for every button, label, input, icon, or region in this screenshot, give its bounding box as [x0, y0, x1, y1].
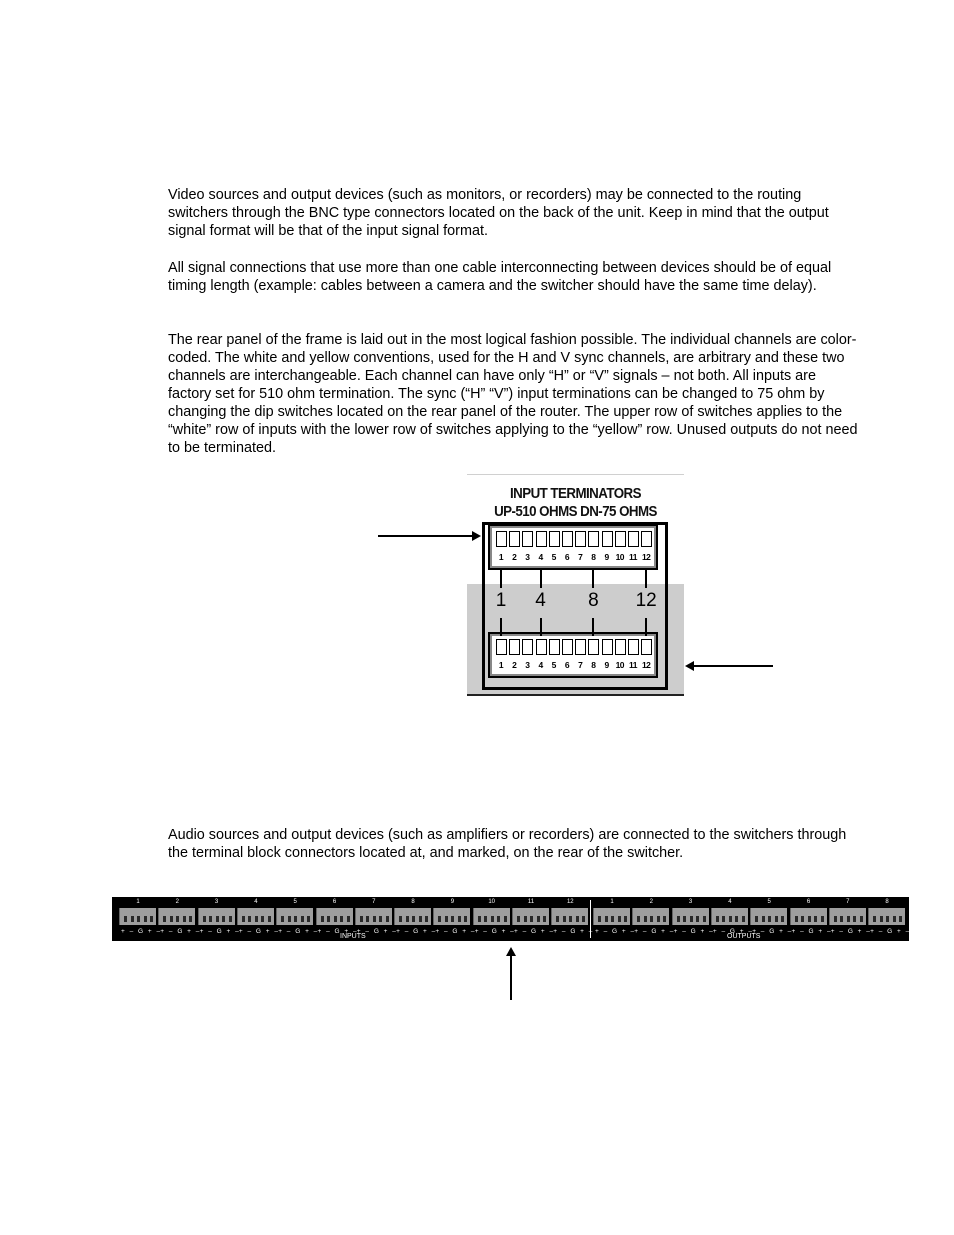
dip-switch-7[interactable] — [575, 639, 586, 655]
output-terminal-block[interactable] — [790, 908, 827, 925]
audio-terminal-strip — [112, 897, 909, 941]
output-number: 8 — [885, 899, 889, 905]
dip-switch-12[interactable] — [641, 531, 652, 547]
input-number: 5 — [293, 899, 297, 905]
lower-row-arrow-line — [693, 665, 773, 667]
strip-arrow-head — [506, 947, 516, 956]
dip-switch-number: 9 — [604, 660, 609, 670]
dip-switch-10[interactable] — [615, 639, 626, 655]
dip-switch-number: 1 — [498, 660, 504, 670]
output-pin-labels: + – G + – — [712, 928, 754, 935]
dip-switch-number: 7 — [578, 552, 583, 562]
dip-switch-1[interactable] — [496, 531, 507, 547]
channel-tick — [500, 570, 502, 588]
dip-switch-number: 8 — [591, 552, 596, 562]
dip-switch-number: 6 — [564, 660, 570, 670]
upper-row-arrow-line — [378, 535, 474, 537]
dip-switch-4[interactable] — [536, 531, 547, 547]
input-terminal-block[interactable] — [237, 908, 274, 925]
output-pin-labels: + – G + – — [870, 928, 911, 935]
output-terminal-block[interactable] — [672, 908, 709, 925]
dip-switch-12[interactable] — [641, 639, 652, 655]
channel-tick — [592, 618, 594, 636]
input-terminal-block[interactable] — [316, 908, 353, 925]
upper-dip-switch-bank[interactable] — [488, 524, 658, 570]
input-terminal-block[interactable] — [276, 908, 313, 925]
output-pin-labels: + – G + – — [791, 928, 833, 935]
input-pin-labels: + – G + – — [160, 928, 201, 935]
dip-switch-11[interactable] — [628, 531, 639, 547]
dip-switch-3[interactable] — [522, 531, 533, 547]
dip-switch-10[interactable] — [615, 531, 626, 547]
dip-switch-number: 11 — [629, 552, 637, 562]
input-pin-labels: + – G + – — [514, 928, 555, 935]
input-terminal-block[interactable] — [355, 908, 392, 925]
rear-panel-paragraph: The rear panel of the frame is laid out in the most logical fashion possible. The individual channels are color-coded. The white and yellow conventions, used for the H and V sync channels, are arbitrary and these two channels are interchangeable. Each channel can have only “H” or “V” signals – not both. All inputs are factory set for 510 ohm termination. The sync (“H” “V”) input terminations can be changed to 75 ohm by changing the dip switches located on the rear panel of the router. The upper row of switches applies to the “white” row of inputs with the lower row of switches applying to the “yellow” row. Unused outputs do not need to be terminated. — [168, 332, 858, 456]
outputs-label: OUTPUTS — [727, 933, 761, 940]
output-pin-labels: + – G + – — [634, 928, 675, 935]
input-number: 2 — [175, 899, 179, 905]
channel-tick — [540, 570, 542, 588]
output-terminal-block[interactable] — [868, 908, 905, 925]
output-number: 7 — [846, 899, 850, 905]
output-terminal-block[interactable] — [593, 908, 630, 925]
inputs-label: INPUTS — [340, 933, 366, 940]
input-terminal-block[interactable] — [512, 908, 549, 925]
dip-switch-7[interactable] — [575, 531, 586, 547]
input-pin-labels: + – G + – — [317, 928, 359, 935]
dip-switch-number: 12 — [641, 660, 651, 670]
terminators-subtitle: UP-510 OHMS DN-75 OHMS — [494, 504, 657, 520]
dip-switch-number: 8 — [591, 660, 596, 670]
dip-switch-number: 9 — [604, 552, 609, 562]
input-terminators-figure — [467, 474, 684, 697]
channel-label: 12 — [635, 590, 657, 611]
input-number: 10 — [488, 899, 496, 905]
output-terminal-block[interactable] — [829, 908, 866, 925]
dip-switch-6[interactable] — [562, 531, 573, 547]
output-terminal-block[interactable] — [711, 908, 748, 925]
lower-dip-switch-bank[interactable] — [488, 632, 658, 678]
dip-switch-9[interactable] — [602, 531, 613, 547]
dip-switch-5[interactable] — [549, 531, 560, 547]
dip-switch-8[interactable] — [588, 639, 599, 655]
output-pin-labels: + – G + – — [673, 928, 715, 935]
video-connections-paragraph: Video sources and output devices (such as monitors, or recorders) may be connected to the routing switchers through the BNC type connectors located on the back of the unit. Keep in mind that the output signal format will be that of the input signal format. — [168, 187, 829, 239]
dip-switch-9[interactable] — [602, 639, 613, 655]
input-pin-labels: + – G + – — [356, 928, 398, 935]
input-number: 1 — [136, 899, 140, 905]
dip-switch-8[interactable] — [588, 531, 599, 547]
channel-label: 4 — [535, 590, 546, 611]
dip-switch-11[interactable] — [628, 639, 639, 655]
dip-switch-3[interactable] — [522, 639, 533, 655]
input-number: 11 — [527, 899, 535, 905]
dip-switch-number: 2 — [512, 660, 517, 670]
output-number: 4 — [728, 899, 732, 905]
dip-switch-4[interactable] — [536, 639, 547, 655]
channel-label: 8 — [588, 590, 599, 611]
input-terminal-block[interactable] — [551, 908, 588, 925]
output-terminal-block[interactable] — [632, 908, 669, 925]
channel-tick — [540, 618, 542, 636]
dip-switch-number: 5 — [551, 552, 556, 562]
input-pin-labels: + – G + – — [121, 928, 162, 935]
input-terminal-block[interactable] — [119, 908, 156, 925]
output-number: 5 — [767, 899, 771, 905]
output-number: 2 — [649, 899, 653, 905]
input-terminal-block[interactable] — [433, 908, 470, 925]
strip-arrow-line — [510, 956, 512, 1000]
output-number: 3 — [688, 899, 693, 905]
input-number: 6 — [332, 899, 337, 905]
timing-paragraph: All signal connections that use more than one cable interconnecting between devices should be of equal timing length (example: cables between a camera and the switcher should have the same time delay). — [168, 260, 832, 294]
output-pin-labels: + – G + – — [595, 928, 636, 935]
dip-switch-number: 11 — [629, 660, 637, 670]
audio-connections-paragraph: Audio sources and output devices (such as amplifiers or recorders) are connected to the switchers through the terminal block connectors located at, and marked, on the rear of the switcher. — [168, 827, 847, 861]
dip-switch-number: 10 — [615, 552, 625, 562]
input-pin-labels: + – G + – — [474, 928, 516, 935]
dip-switch-number: 4 — [538, 552, 543, 562]
output-terminal-block[interactable] — [750, 908, 787, 925]
dip-switch-6[interactable] — [562, 639, 573, 655]
channel-label: 1 — [495, 590, 507, 611]
lower-row-arrow-head — [685, 661, 694, 671]
dip-switch-1[interactable] — [496, 639, 507, 655]
input-terminal-block[interactable] — [473, 908, 510, 925]
dip-switch-5[interactable] — [549, 639, 560, 655]
input-number: 8 — [411, 899, 415, 905]
dip-switch-number: 4 — [538, 660, 543, 670]
dip-switch-2[interactable] — [509, 531, 520, 547]
output-pin-labels: + – G + – — [830, 928, 872, 935]
dip-switch-number: 12 — [641, 552, 651, 562]
dip-switch-number: 1 — [498, 552, 504, 562]
dip-switch-number: 3 — [525, 552, 530, 562]
channel-tick — [500, 618, 502, 636]
channel-tick — [645, 618, 647, 636]
input-number: 9 — [450, 899, 455, 905]
input-pin-labels: + – G + – — [435, 928, 476, 935]
terminators-title: INPUT TERMINATORS — [510, 486, 641, 502]
input-terminal-block[interactable] — [198, 908, 235, 925]
dip-switch-number: 2 — [512, 552, 517, 562]
dip-switch-number: 7 — [578, 660, 583, 670]
input-pin-labels: + – G + – — [238, 928, 280, 935]
figure-top-rule — [467, 474, 684, 475]
dip-switch-number: 10 — [615, 660, 625, 670]
channel-tick — [645, 570, 647, 588]
output-number: 6 — [806, 899, 811, 905]
output-number: 1 — [610, 899, 614, 905]
input-number: 7 — [372, 899, 376, 905]
channel-tick — [592, 570, 594, 588]
output-pin-labels: + – G + – — [752, 928, 793, 935]
input-number: 4 — [254, 899, 258, 905]
dip-switch-number: 5 — [551, 660, 556, 670]
input-number: 12 — [566, 899, 574, 905]
figure-bottom-rule — [467, 694, 684, 696]
dip-switch-2[interactable] — [509, 639, 520, 655]
input-terminal-block[interactable] — [394, 908, 431, 925]
input-number: 3 — [214, 899, 219, 905]
input-pin-labels: + – G + – — [396, 928, 437, 935]
input-terminal-block[interactable] — [158, 908, 195, 925]
dip-switch-number: 3 — [525, 660, 530, 670]
dip-switch-number: 6 — [564, 552, 570, 562]
input-pin-labels: + – G + – — [553, 928, 594, 935]
input-pin-labels: + – G + – — [199, 928, 241, 935]
input-pin-labels: + – G + – — [278, 928, 319, 935]
